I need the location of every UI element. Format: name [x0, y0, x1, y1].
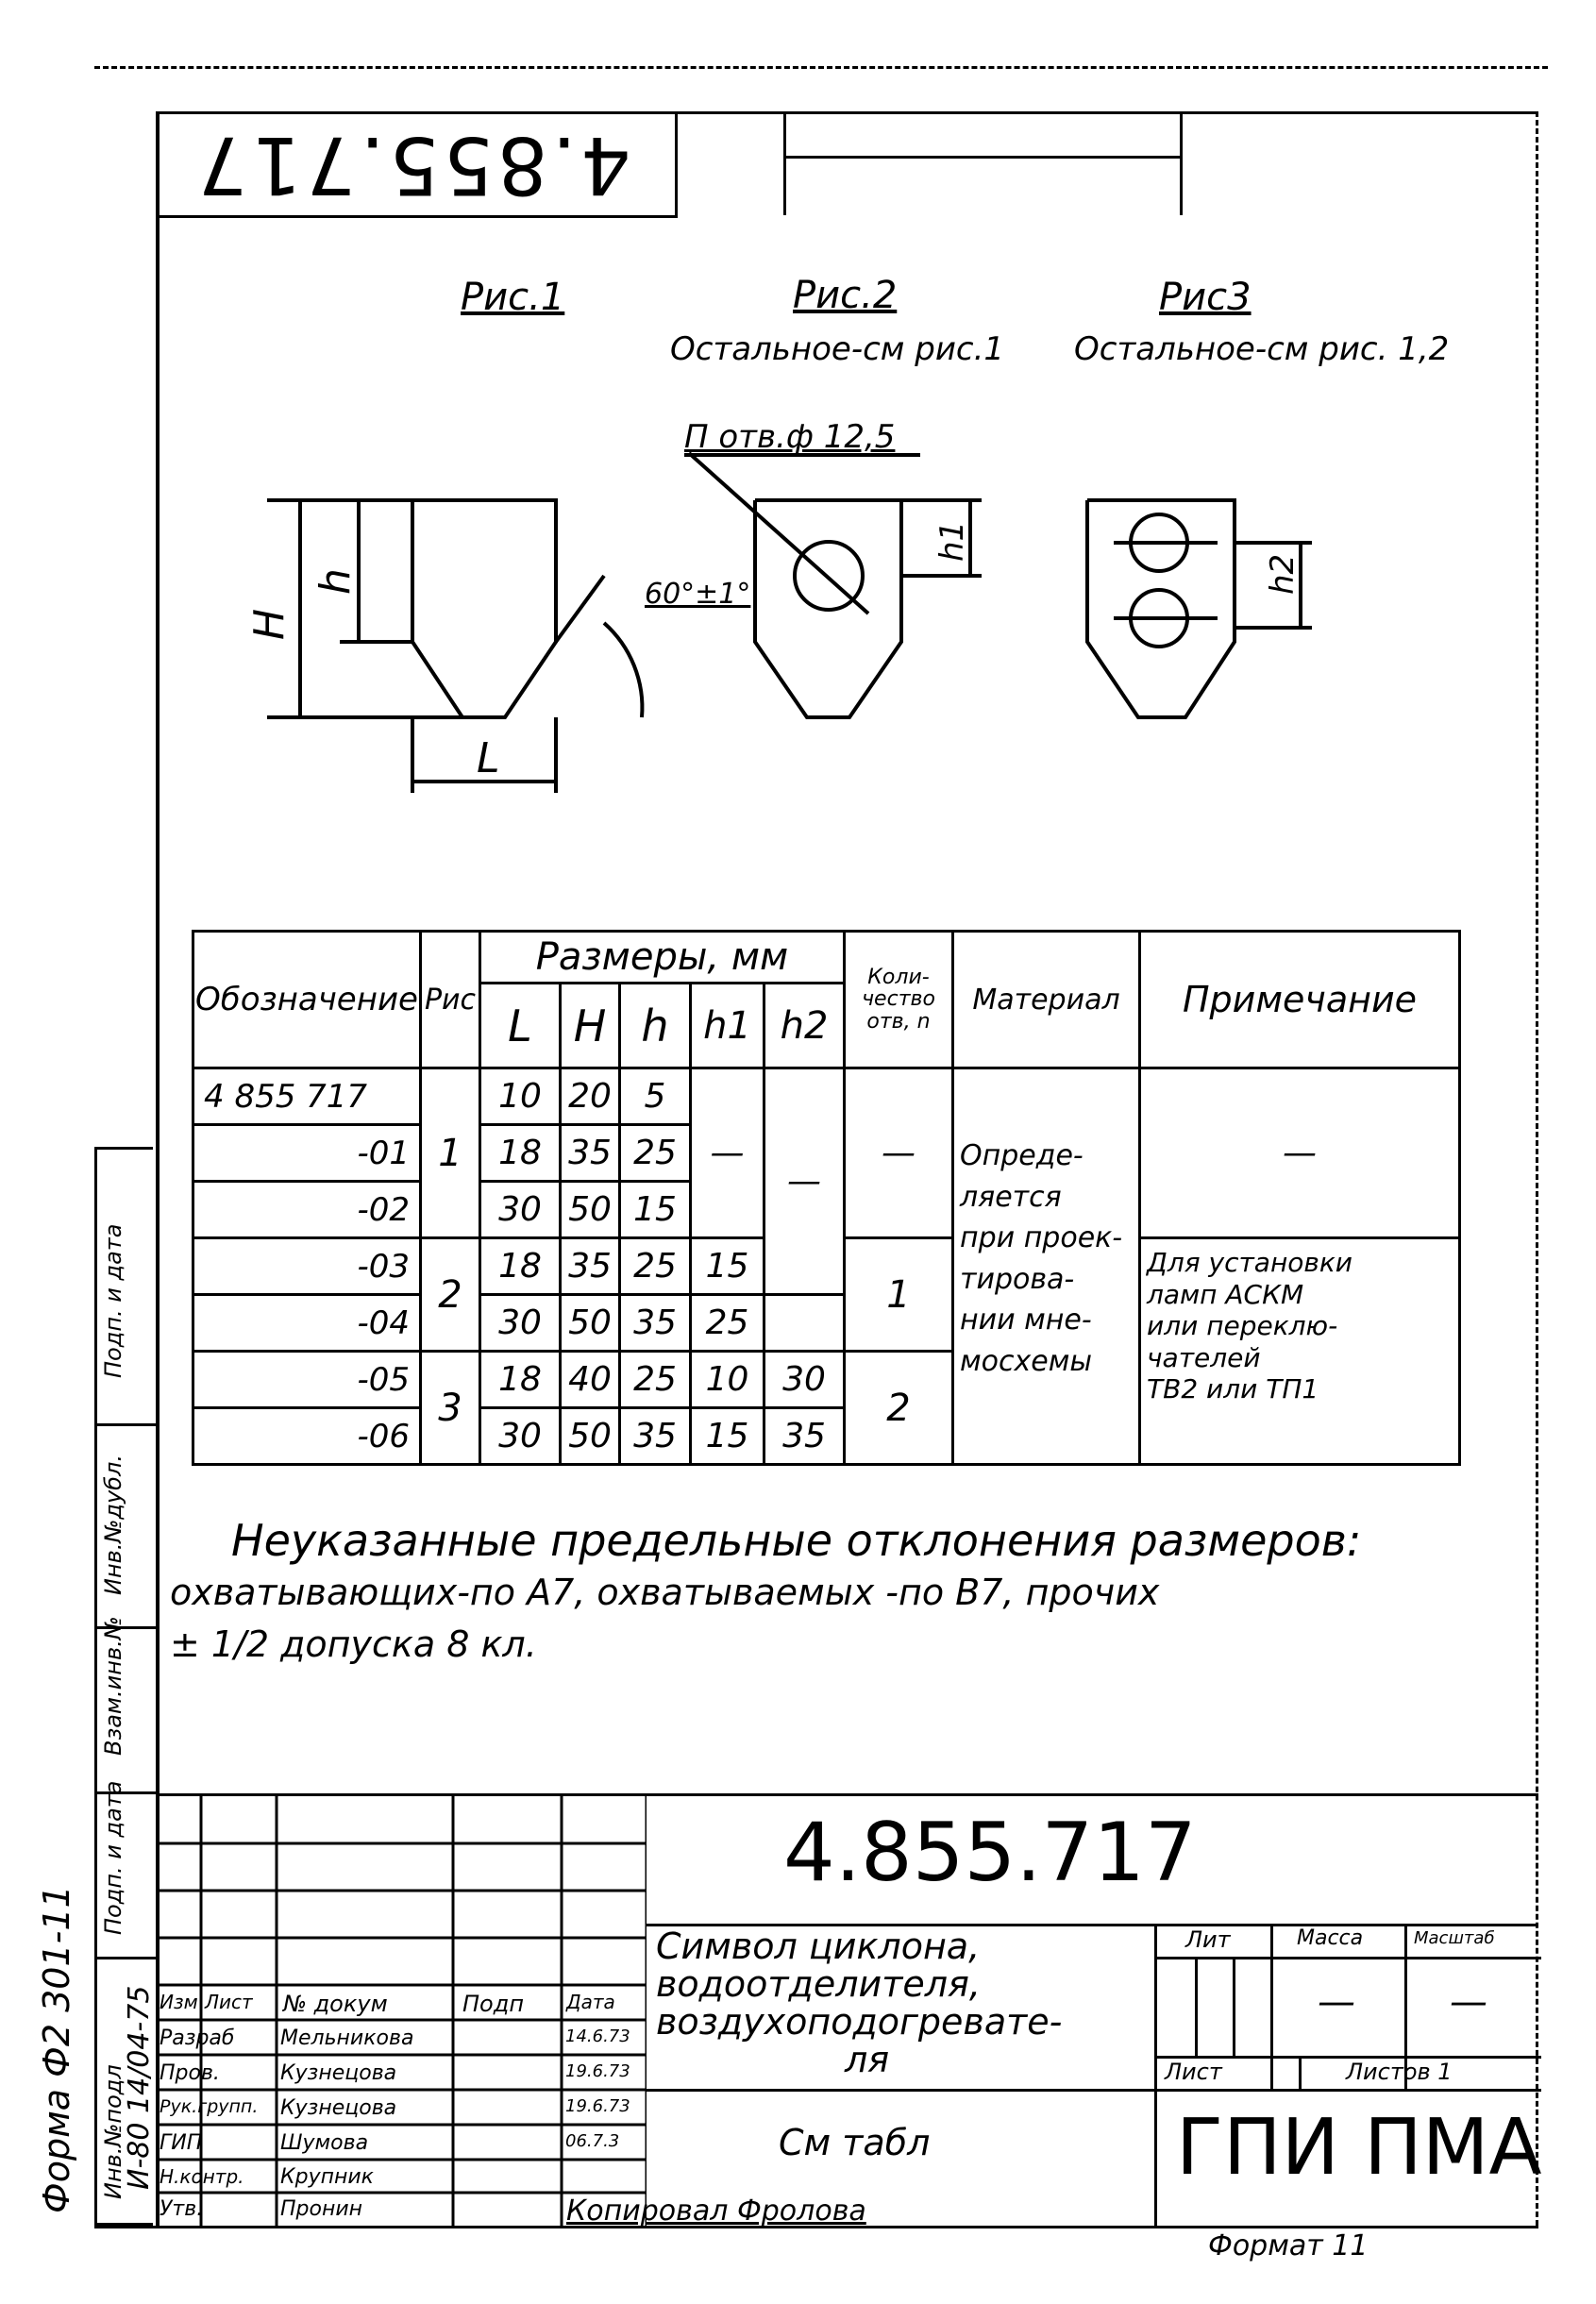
sheets-label: Листов 1 — [1346, 2059, 1453, 2085]
fig2-note: Остальное-см рис.1 — [670, 330, 1005, 368]
hdr-material: Материал — [953, 932, 1140, 1068]
signer-name: Кузнецова — [280, 2096, 397, 2120]
fig2-title: Рис.2 — [793, 274, 898, 317]
fig1-title: Рис.1 — [461, 276, 565, 319]
signer-date: 19.6.73 — [565, 2096, 630, 2116]
note-line: Для установки — [1147, 1247, 1352, 1278]
cell-designation: -01 — [193, 1125, 421, 1182]
cell-L: 18 — [480, 1125, 561, 1182]
cell-H: 50 — [561, 1295, 620, 1352]
signer-name: Шумова — [280, 2131, 369, 2155]
cell-note — [1140, 1238, 1460, 1465]
cell-material — [953, 1068, 1140, 1465]
cell-h: 25 — [620, 1238, 691, 1295]
form-label: Форма Ф2 301-11 — [36, 1885, 77, 2213]
product-name — [656, 1928, 1062, 2079]
title-block — [156, 1793, 1542, 2228]
cell-L: 18 — [480, 1352, 561, 1408]
margin-label-3: Взам.инв.№ — [100, 1616, 126, 1756]
name-line: водоотделителя, — [656, 1962, 981, 2005]
col-hdr-date: Дата — [566, 1991, 615, 2013]
name-line: ля — [845, 2038, 890, 2080]
spec-table — [192, 930, 1461, 1466]
signer-role: Разраб — [160, 2027, 235, 2050]
name-line: Символ циклона, — [656, 1926, 981, 1967]
cell-H: 20 — [561, 1068, 620, 1125]
material-ref: См табл — [779, 2122, 931, 2163]
cell-H: 35 — [561, 1125, 620, 1182]
margin-label-1: Инв.№подл — [100, 2064, 126, 2199]
fig3-outline — [1087, 500, 1235, 717]
cell-h2: — — [764, 1068, 845, 1295]
note-line: чателей — [1147, 1341, 1261, 1373]
hdr-L: L — [480, 984, 561, 1068]
fig3-title: Рис3 — [1159, 276, 1252, 319]
tolerance-line-1: Неуказанные предельные отклонения размеров: — [231, 1515, 1362, 1566]
material-line: Опреде- — [960, 1139, 1084, 1172]
cell-note-dash: — — [1140, 1068, 1460, 1238]
dim-L-label: L — [477, 734, 500, 782]
cell-L: 10 — [480, 1068, 561, 1125]
material-line: тирова- — [960, 1262, 1075, 1296]
mirrored-doc-number: 4.855.717 — [193, 119, 631, 211]
margin-label-2: Подп. и дата — [100, 1780, 126, 1935]
cell-h: 15 — [620, 1182, 691, 1238]
cell-h: 25 — [620, 1352, 691, 1408]
cell-h: 25 — [620, 1125, 691, 1182]
hdr-dims: Размеры, мм — [480, 932, 845, 984]
mass-label: Масса — [1297, 1926, 1364, 1950]
material-line: мосхемы — [960, 1344, 1093, 1378]
cell-holes: 1 — [845, 1238, 953, 1352]
scale-label: Масштаб — [1414, 1928, 1495, 1948]
lit-label: Лит — [1185, 1926, 1231, 1953]
cell-fig: 2 — [421, 1238, 480, 1352]
cell-designation: 4 855 717 — [193, 1068, 421, 1125]
figures-drawing — [0, 0, 1596, 849]
tolerance-line-3: ± 1/2 допуска 8 кл. — [170, 1623, 537, 1665]
col-hdr-list: Лист — [205, 1991, 253, 2013]
lit-mass-scale-box — [1154, 1924, 1541, 2228]
dim-H-label: H — [245, 608, 294, 640]
material-line: ляется — [960, 1180, 1062, 1214]
cell-h1: — — [691, 1068, 764, 1238]
hdr-designation: Обозначение — [193, 932, 421, 1068]
divider — [647, 2089, 1154, 2092]
signer-role: ГИП — [160, 2131, 203, 2155]
cell-h: 35 — [620, 1295, 691, 1352]
margin-label-4: Инв.№дубл. — [100, 1455, 126, 1595]
cell-holes: 2 — [845, 1352, 953, 1465]
cell-h2: 35 — [764, 1408, 845, 1465]
cell-designation: -04 — [193, 1295, 421, 1352]
cell-H: 40 — [561, 1352, 620, 1408]
dim-h-label: h — [311, 568, 360, 595]
margin-stamp: И-80 14/04-75 — [123, 1985, 156, 2190]
fig3-note: Остальное-см рис. 1,2 — [1074, 330, 1450, 368]
hdr-fig: Рис — [421, 932, 480, 1068]
material-line: нии мне- — [960, 1303, 1092, 1337]
cell-designation: -05 — [193, 1352, 421, 1408]
cell-h2: 30 — [764, 1352, 845, 1408]
angle-label: 60°±1° — [645, 578, 751, 611]
hdr-h1: h1 — [691, 984, 764, 1068]
cell-designation: -02 — [193, 1182, 421, 1238]
cell-fig: 1 — [421, 1068, 480, 1238]
hdr-holes: Коли-чество отв, n — [845, 932, 953, 1068]
cell-H: 35 — [561, 1238, 620, 1295]
format-label: Формат 11 — [1208, 2229, 1369, 2262]
hdr-h2: h2 — [764, 984, 845, 1068]
signer-name: Пронин — [280, 2197, 363, 2221]
hole-label: П отв.ф 12,5 — [684, 418, 896, 456]
signer-date: 14.6.73 — [565, 2027, 630, 2046]
note-line: или переклю- — [1147, 1310, 1338, 1342]
note-line: ламп АСКМ — [1147, 1278, 1304, 1310]
cell-h1: 10 — [691, 1352, 764, 1408]
cell-L: 30 — [480, 1295, 561, 1352]
signer-role: Пров. — [160, 2061, 220, 2085]
col-hdr-izm: Изм — [160, 1991, 198, 2013]
signer-role: Утв. — [160, 2197, 204, 2221]
cell-h: 5 — [620, 1068, 691, 1125]
signer-date: 06.7.3 — [565, 2131, 620, 2151]
signer-role: Рук.групп. — [160, 2096, 259, 2117]
sheet-label: Лист — [1165, 2059, 1222, 2085]
dim-h1-label: h1 — [933, 520, 971, 562]
signer-name: Кузнецова — [280, 2061, 397, 2085]
col-hdr-doc: № докум — [283, 1991, 388, 2017]
cell-L: 30 — [480, 1408, 561, 1465]
name-line: воздухоподогревате- — [656, 2000, 1063, 2043]
col-hdr-sign: Подп — [462, 1991, 525, 2017]
org-name: ГПИ ПМА — [1176, 2103, 1542, 2193]
signer-role: Н.контр. — [160, 2165, 244, 2188]
copied-by: Копировал Фролова — [566, 2195, 866, 2228]
cell-L: 30 — [480, 1182, 561, 1238]
fig1-outline — [412, 500, 556, 717]
cell-H: 50 — [561, 1182, 620, 1238]
scale-value: — — [1450, 1980, 1487, 2024]
dim-h2-label: h2 — [1264, 553, 1302, 595]
cell-h: 35 — [620, 1408, 691, 1465]
cell-L: 18 — [480, 1238, 561, 1295]
cell-h1: 15 — [691, 1408, 764, 1465]
note-line: ТВ2 или ТП1 — [1147, 1373, 1319, 1405]
cell-fig: 3 — [421, 1352, 480, 1465]
margin-label-5: Подп. и дата — [100, 1223, 126, 1378]
table-row — [193, 1068, 1460, 1125]
tolerance-line-2: охватывающих-по A7, охватываемых -по B7, прочих — [170, 1572, 1160, 1613]
material-line: при проек- — [960, 1221, 1123, 1254]
signer-date: 19.6.73 — [565, 2061, 630, 2081]
cell-designation: -03 — [193, 1238, 421, 1295]
cell-h1: 25 — [691, 1295, 764, 1352]
hdr-note: Примечание — [1140, 932, 1460, 1068]
doc-number: 4.855.717 — [783, 1806, 1197, 1900]
cell-holes: — — [845, 1068, 953, 1238]
hdr-H: H — [561, 984, 620, 1068]
cell-designation: -06 — [193, 1408, 421, 1465]
cell-H: 50 — [561, 1408, 620, 1465]
mass-value: — — [1318, 1980, 1355, 2024]
signer-name: Мельникова — [280, 2027, 414, 2050]
signer-name: Крупник — [280, 2165, 374, 2189]
cell-h1: 15 — [691, 1238, 764, 1295]
hdr-h: h — [620, 984, 691, 1068]
